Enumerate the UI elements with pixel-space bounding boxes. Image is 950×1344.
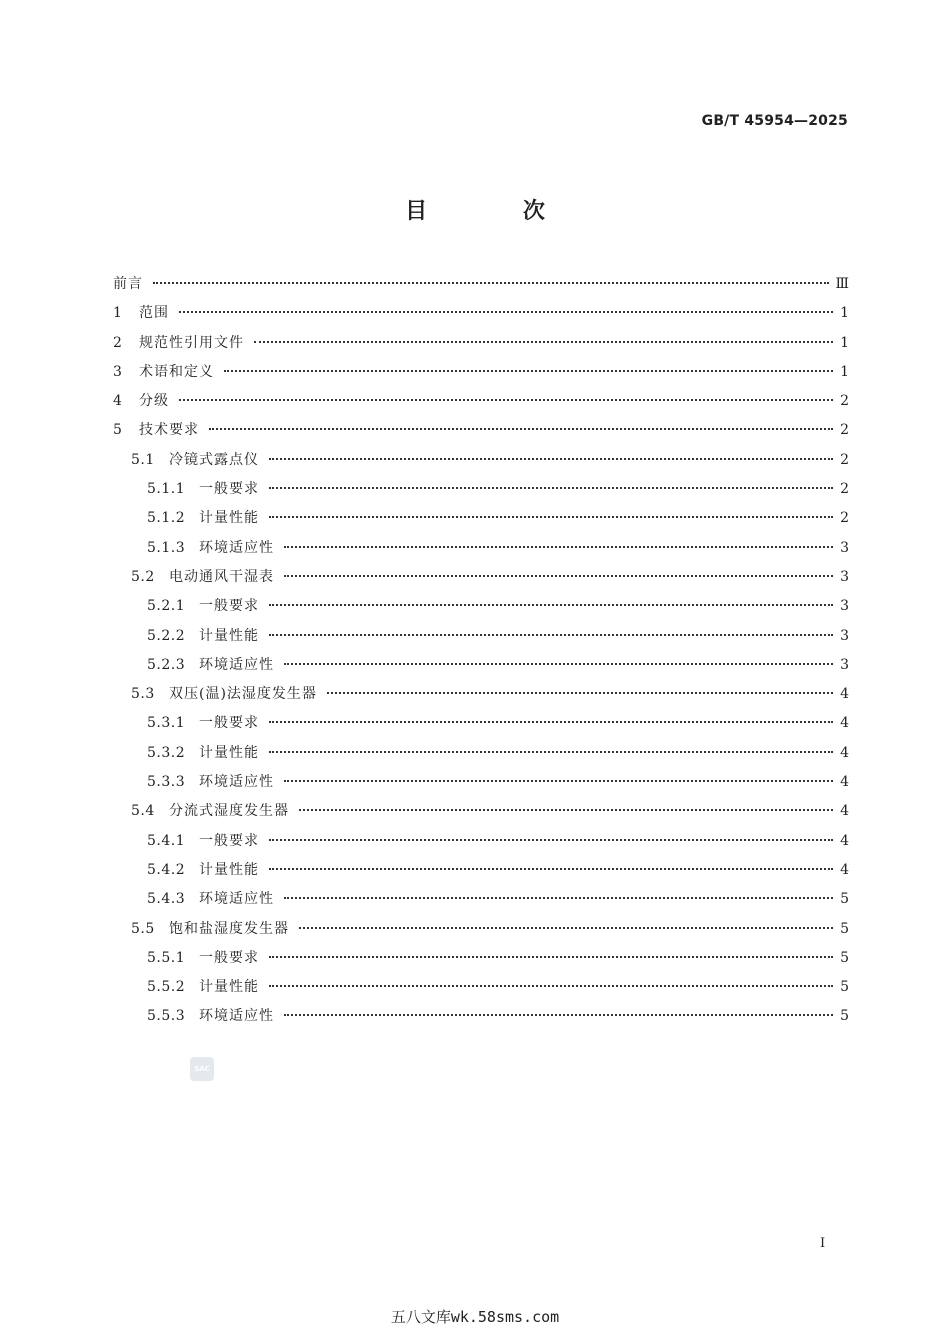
dot-leader (327, 692, 833, 694)
toc-entry-page: 3 (840, 539, 849, 556)
toc-entry-number: 2 (113, 334, 123, 351)
toc-entry-page: 2 (840, 481, 849, 498)
toc-entry-number: 5.2.3 (147, 656, 186, 673)
toc-entry-label: 技术要求 (139, 422, 199, 439)
dot-leader (179, 311, 833, 313)
dot-leader (153, 282, 829, 284)
toc-entry-page: 4 (840, 744, 849, 761)
toc-entry[interactable] (113, 915, 849, 944)
toc-entry-page: 4 (840, 774, 849, 791)
toc-entry-label: 计量性能 (199, 510, 259, 527)
standard-code: GB/T 45954—2025 (701, 113, 848, 129)
dot-leader (269, 458, 833, 460)
toc-entry[interactable] (113, 299, 849, 328)
toc-entry[interactable] (113, 973, 849, 1002)
toc-entry-page: 4 (840, 803, 849, 820)
toc-entry-number: 5.1.3 (147, 539, 186, 556)
dot-leader (284, 663, 833, 665)
toc-entry-label: 环境适应性 (199, 539, 274, 556)
toc-entry-label: 环境适应性 (199, 1008, 274, 1025)
dot-leader (284, 1014, 833, 1016)
toc-entry-page: 4 (840, 861, 849, 878)
dot-leader (269, 868, 833, 870)
toc-entry-number: 5.3.3 (147, 774, 186, 791)
toc-entry[interactable] (113, 885, 849, 914)
toc-entry-label: 冷镜式露点仪 (169, 451, 259, 468)
toc-entry[interactable] (113, 270, 849, 299)
toc-entry[interactable] (113, 358, 849, 387)
toc-entry[interactable] (113, 709, 849, 738)
toc-entry-number: 5.5.1 (147, 949, 186, 966)
toc-entry-number: 5.4.3 (147, 891, 186, 908)
toc-entry[interactable] (113, 622, 849, 651)
dot-leader (179, 399, 833, 401)
toc-entry-page: 5 (840, 979, 849, 996)
toc-entry-number: 1 (113, 305, 123, 322)
toc-entry[interactable] (113, 827, 849, 856)
toc-entry-page: 1 (840, 363, 849, 380)
toc-entry[interactable] (113, 651, 849, 680)
dot-leader (299, 809, 833, 811)
dot-leader (269, 985, 833, 987)
toc-entry-label: 环境适应性 (199, 656, 274, 673)
dot-leader (284, 780, 833, 782)
toc-entry-label: 规范性引用文件 (139, 334, 244, 351)
toc-entry-page: 3 (840, 598, 849, 615)
toc-entry-page: 2 (840, 451, 849, 468)
toc-entry-label: 一般要求 (199, 481, 259, 498)
toc-entry-label: 计量性能 (199, 861, 259, 878)
dot-leader (269, 634, 833, 636)
toc-entry-label: 一般要求 (199, 598, 259, 615)
toc-entry-label: 前言 (113, 276, 143, 292)
toc-entry-page: 3 (840, 627, 849, 644)
toc-entry-label: 分级 (139, 393, 169, 410)
toc-entry-number: 5.1.2 (147, 510, 186, 527)
toc-entry-page: 5 (840, 949, 849, 966)
toc-entry-page: 4 (840, 686, 849, 703)
toc-entry-page: 2 (840, 422, 849, 439)
toc-entry[interactable] (113, 504, 849, 533)
page-title: 目 次 (405, 199, 589, 224)
toc-entry-number: 5.3 (131, 686, 155, 703)
toc-entry-number: 5.2 (131, 568, 155, 585)
toc-entry-number: 5.4 (131, 803, 155, 820)
toc-entry[interactable] (113, 768, 849, 797)
toc-entry[interactable] (113, 329, 849, 358)
dot-leader (284, 546, 833, 548)
toc-entry[interactable] (113, 797, 849, 826)
table-of-contents (113, 270, 849, 1032)
toc-entry[interactable] (113, 387, 849, 416)
toc-entry-label: 环境适应性 (199, 891, 274, 908)
toc-entry-page: Ⅲ (835, 276, 849, 292)
toc-entry-page: 4 (840, 832, 849, 849)
toc-entry-label: 分流式湿度发生器 (169, 803, 289, 820)
toc-entry-number: 5.4.1 (147, 832, 186, 849)
toc-entry-number: 5.5.2 (147, 979, 186, 996)
toc-entry-page: 3 (840, 568, 849, 585)
toc-entry-label: 双压(温)法湿度发生器 (169, 686, 317, 703)
toc-entry-label: 范围 (139, 305, 169, 322)
site-footer: 五八文库wk.58sms.com (390, 1308, 560, 1326)
dot-leader (254, 341, 833, 343)
toc-entry-page: 2 (840, 510, 849, 527)
dot-leader (284, 897, 833, 899)
toc-entry[interactable] (113, 592, 849, 621)
toc-entry[interactable] (113, 1002, 849, 1031)
toc-entry-page: 5 (840, 920, 849, 937)
toc-entry-number: 5.3.2 (147, 744, 186, 761)
toc-entry-page: 1 (840, 334, 849, 351)
toc-entry[interactable] (113, 475, 849, 504)
dot-leader (299, 927, 833, 929)
dot-leader (269, 487, 833, 489)
toc-entry-label: 术语和定义 (139, 363, 214, 380)
toc-entry-label: 一般要求 (199, 949, 259, 966)
toc-entry-page: 5 (840, 1008, 849, 1025)
toc-entry-label: 一般要求 (199, 715, 259, 732)
toc-entry-label: 计量性能 (199, 627, 259, 644)
toc-entry[interactable] (113, 680, 849, 709)
toc-entry[interactable] (113, 563, 849, 592)
toc-entry-number: 5.5.3 (147, 1008, 186, 1025)
dot-leader (269, 604, 833, 606)
dot-leader (209, 428, 833, 430)
dot-leader (269, 516, 833, 518)
toc-entry-number: 5.3.1 (147, 715, 186, 732)
dot-leader (269, 956, 833, 958)
toc-entry-page: 4 (840, 715, 849, 732)
toc-entry-label: 一般要求 (199, 832, 259, 849)
dot-leader (269, 721, 833, 723)
toc-entry-page: 2 (840, 393, 849, 410)
toc-entry[interactable] (113, 534, 849, 563)
toc-entry-page: 3 (840, 656, 849, 673)
toc-entry-number: 5.4.2 (147, 861, 186, 878)
toc-entry[interactable] (113, 446, 849, 475)
toc-entry-label: 计量性能 (199, 744, 259, 761)
toc-entry-number: 5.2.1 (147, 598, 186, 615)
toc-entry-page: 5 (840, 891, 849, 908)
page-number: I (820, 1236, 826, 1251)
dot-leader (224, 370, 833, 372)
dot-leader (284, 575, 833, 577)
toc-entry[interactable] (113, 739, 849, 768)
toc-entry-number: 5 (113, 422, 123, 439)
toc-entry-number: 5.1 (131, 451, 155, 468)
toc-entry-number: 5.5 (131, 920, 155, 937)
toc-entry-label: 计量性能 (199, 979, 259, 996)
toc-entry[interactable] (113, 944, 849, 973)
toc-entry-label: 电动通风干湿表 (169, 568, 274, 585)
toc-entry[interactable] (113, 416, 849, 445)
toc-entry-label: 环境适应性 (199, 774, 274, 791)
sac-logo-watermark: SAC (190, 1057, 214, 1081)
toc-entry-number: 5.1.1 (147, 481, 186, 498)
toc-entry-number: 5.2.2 (147, 627, 186, 644)
toc-entry[interactable] (113, 856, 849, 885)
dot-leader (269, 839, 833, 841)
toc-entry-page: 1 (840, 305, 849, 322)
toc-entry-label: 饱和盐湿度发生器 (169, 920, 289, 937)
toc-entry-number: 3 (113, 363, 123, 380)
dot-leader (269, 751, 833, 753)
toc-entry-number: 4 (113, 393, 123, 410)
